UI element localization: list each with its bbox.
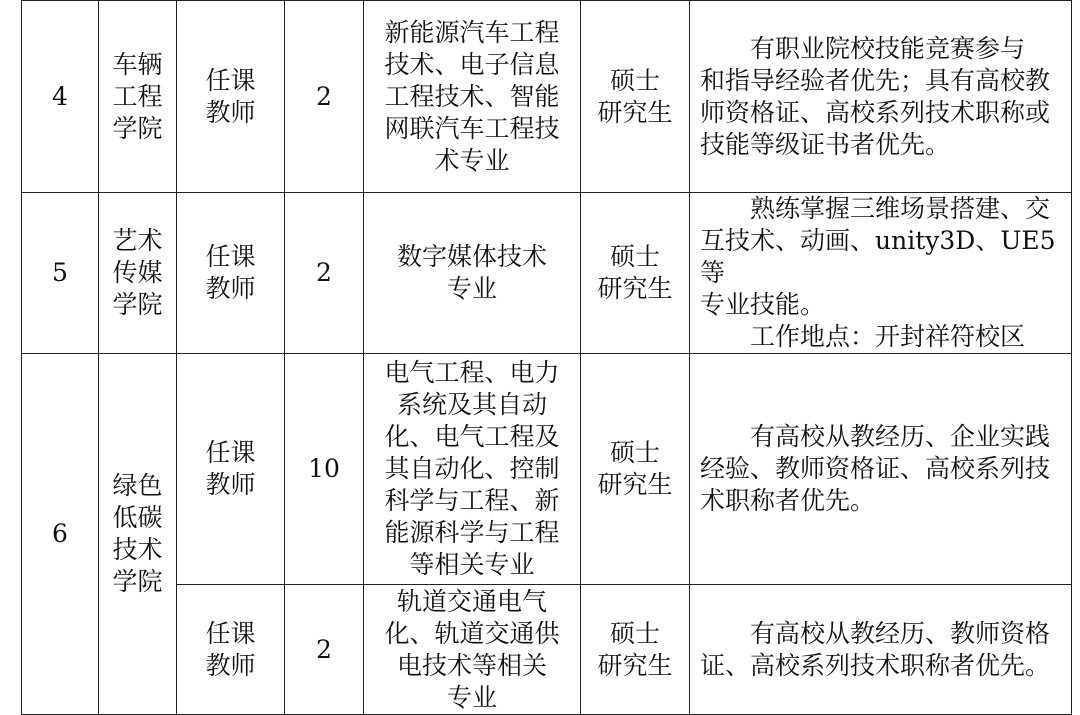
degree-cell	[581, 1, 690, 193]
college-line: 工程	[112, 81, 163, 111]
major-line: 技术、电子信息	[384, 49, 560, 79]
college-line: 学院	[112, 113, 163, 143]
position-line: 教师	[205, 650, 256, 680]
requirement-line: 有职业院校技能竞赛参与	[750, 33, 1026, 63]
position-cell	[177, 1, 285, 193]
requirement-line: 互技术、动画、unity3D、UE5 等	[700, 226, 1056, 287]
major-line: 网联汽车工程技	[384, 113, 560, 143]
college-line: 绿色	[112, 471, 163, 500]
row-index: 6	[22, 354, 99, 715]
degree-line: 硕士	[609, 65, 660, 95]
degree-cell	[581, 585, 690, 715]
major-cell	[364, 585, 581, 715]
major-line: 专业	[446, 274, 497, 303]
major-line: 术专业	[434, 145, 510, 175]
major-line: 工程技术、智能	[384, 81, 560, 111]
position-line: 教师	[205, 470, 256, 499]
position-cell	[177, 354, 285, 585]
requirement-line: 和指导经验者优先；具有高校教	[700, 65, 1051, 95]
count-cell: 2	[285, 585, 364, 715]
major-line: 专业	[446, 682, 497, 712]
requirement-line: 证、高校系列技术职称者优先。	[700, 650, 1051, 680]
requirements-cell	[690, 585, 1072, 715]
table-row	[22, 193, 1072, 354]
college-line: 艺术	[112, 226, 163, 255]
requirement-line: 熟练掌握三维场景搭建、交	[750, 194, 1051, 223]
college-cell	[99, 1, 177, 193]
requirement-line: 专业技能。	[700, 290, 826, 319]
major-line: 化、轨道交通供	[384, 618, 560, 648]
college-line: 技术	[112, 535, 163, 564]
major-cell	[364, 354, 581, 585]
major-line: 电技术等相关	[396, 650, 547, 680]
degree-cell	[581, 193, 690, 354]
position-cell	[177, 193, 285, 354]
degree-line: 研究生	[597, 470, 673, 499]
major-line: 能源科学与工程	[384, 518, 560, 547]
table-row	[22, 585, 1072, 715]
position-cell	[177, 585, 285, 715]
major-line: 等相关专业	[409, 550, 535, 579]
position-line: 教师	[205, 274, 256, 303]
requirement-line: 师资格证、高校系列技术职称或	[700, 97, 1051, 127]
requirements-cell	[690, 193, 1072, 354]
college-line: 低碳	[112, 503, 163, 532]
requirements-cell	[690, 1, 1072, 193]
college-line: 车辆	[112, 49, 163, 79]
count-cell: 2	[285, 193, 364, 354]
major-line: 其自动化、控制	[384, 454, 560, 483]
college-cell	[99, 193, 177, 354]
college-line: 学院	[112, 567, 163, 596]
major-cell	[364, 1, 581, 193]
requirement-line: 有高校从教经历、教师资格	[750, 618, 1051, 648]
degree-line: 研究生	[597, 97, 673, 127]
position-line: 任课	[205, 65, 256, 95]
table-row	[22, 1, 1072, 193]
requirement-line: 术职称者优先。	[700, 486, 876, 515]
requirements-cell	[690, 354, 1072, 585]
major-line: 数字媒体技术	[396, 242, 547, 271]
count-cell: 10	[285, 354, 364, 585]
count-cell: 2	[285, 1, 364, 193]
requirement-line: 有高校从教经历、企业实践	[750, 422, 1051, 451]
degree-line: 研究生	[597, 650, 673, 680]
degree-line: 硕士	[609, 618, 660, 648]
major-cell	[364, 193, 581, 354]
work-location-line: 工作地点：开封祥符校区	[750, 322, 1026, 351]
position-line: 任课	[205, 242, 256, 271]
degree-cell	[581, 354, 690, 585]
row-index: 4	[22, 1, 99, 193]
table-row	[22, 354, 1072, 585]
major-line: 轨道交通电气	[396, 586, 547, 616]
college-line: 学院	[112, 290, 163, 319]
row-index: 5	[22, 193, 99, 354]
degree-line: 硕士	[609, 438, 660, 467]
college-cell	[99, 354, 177, 715]
requirement-line: 技能等级证书者优先。	[700, 129, 951, 159]
college-line: 传媒	[112, 258, 163, 287]
position-line: 任课	[205, 618, 256, 648]
major-line: 电气工程、电力	[384, 358, 560, 387]
major-line: 系统及其自动	[396, 390, 547, 419]
recruitment-table	[21, 0, 1072, 715]
position-line: 任课	[205, 438, 256, 467]
major-line: 新能源汽车工程	[384, 17, 560, 47]
major-line: 科学与工程、新	[384, 486, 560, 515]
position-line: 教师	[205, 97, 256, 127]
requirement-line: 经验、教师资格证、高校系列技	[700, 454, 1051, 483]
major-line: 化、电气工程及	[384, 422, 560, 451]
degree-line: 硕士	[609, 242, 660, 271]
degree-line: 研究生	[597, 274, 673, 303]
